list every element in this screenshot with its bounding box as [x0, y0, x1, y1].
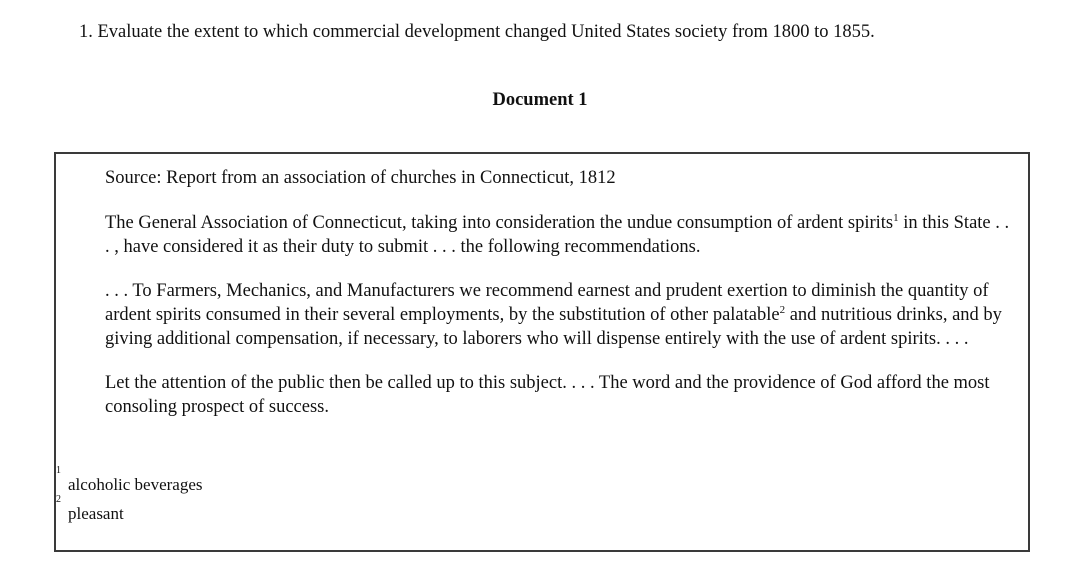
footnotes	[56, 465, 203, 528]
document-box	[54, 152, 1030, 552]
footnote-1-text: alcoholic beverages	[68, 475, 203, 494]
document-paragraph-1	[105, 211, 1015, 259]
footnote-ref-2: 2	[779, 303, 786, 316]
footnote-ref-1: 1	[893, 211, 899, 224]
question-prompt	[79, 21, 875, 43]
paragraph-1-text-a: The General Association of Connecticut, taking into consideration the undue consumption of ardent spirits	[105, 213, 894, 233]
question-number: 1.	[79, 22, 93, 42]
footnote-1-mark: 1	[56, 465, 61, 476]
document-source: Source: Report from an association of churches in Connecticut, 1812	[105, 168, 616, 188]
footnote-2-mark: 2	[56, 494, 61, 505]
footnote-2	[56, 494, 203, 528]
paragraph-2-text-b: and nutritious drinks, and by giving additional compensation, if necessary, to laborers who will dispense entirely with the use of ardent spirits. . . .	[105, 305, 1002, 349]
paragraph-1-text-b: in this State . . . , have considered it as their duty to submit . . . the following recommendations.	[105, 213, 1010, 257]
footnote-2-text: pleasant	[68, 504, 124, 523]
document-title: Document 1	[492, 90, 588, 110]
document-paragraph-2	[105, 279, 1015, 351]
question-text: Evaluate the extent to which commercial development changed United States society from 1800 to 1855.	[97, 22, 875, 42]
document-paragraph-3: Let the attention of the public then be called up to this subject. . . . The word and the providence of God afford the most consoling prospect of success.	[105, 373, 990, 417]
footnote-1	[56, 465, 203, 499]
paragraph-2-text-a: . . . To Farmers, Mechanics, and Manufacturers we recommend earnest and prudent exertion to diminish the quantity of ardent spirits consumed in their several employments, by the substitution of other palatable	[105, 281, 989, 325]
document-body	[105, 166, 1015, 419]
